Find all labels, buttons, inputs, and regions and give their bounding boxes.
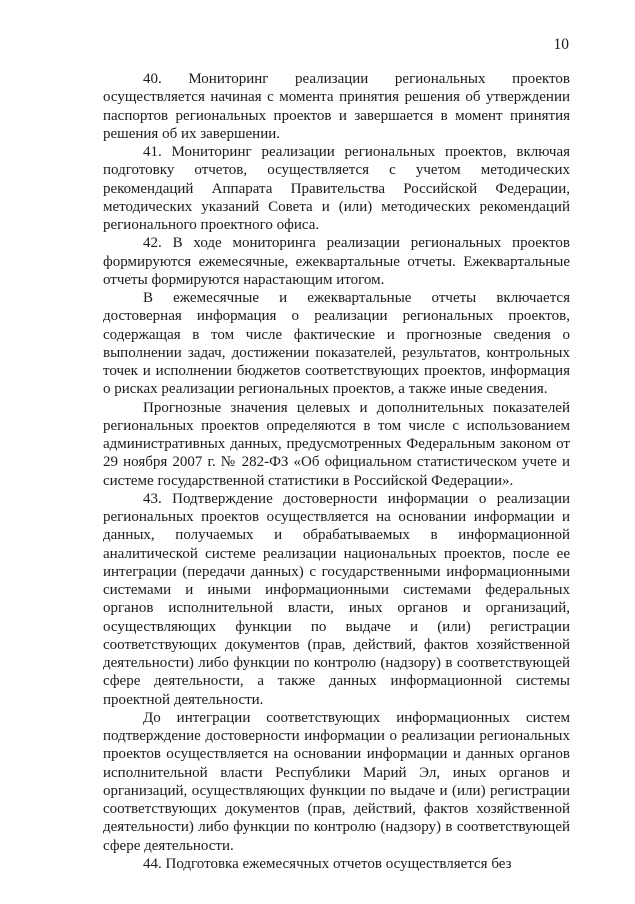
paragraph-before-integration: До интеграции соответствующих информационных систем подтверждение достоверности информации о реализации региональных проектов осуществляется на основании информации и данных органов исполнительной власти Республики Марий Эл, иных органов и организаций, осуществляющих функции по выдаче и (или) регистрации соответствующих документов (прав, действий, фактов хозяйственной деятельности) либо функции по контролю (надзору) в соответствующей сфере деятельности.: [103, 709, 570, 854]
page-number: 10: [553, 36, 569, 53]
paragraph-41: 41. Мониторинг реализации региональных проектов, включая подготовку отчетов, осуществляется с учетом методических рекомендаций Аппарата Правительства Российской Федерации, методических указаний Совета и (или) методических рекомендаций регионального проектного офиса.: [103, 144, 570, 233]
document-body: [103, 70, 570, 873]
paragraph-43: 43. Подтверждение достоверности информации о реализации региональных проектов осуществляется на основании информации и данных, получаемых и обрабатываемых в информационной аналитической системе реализации национальных проектов, после ее интеграции (передачи данных) с государственными информационными системами и иными информационными системами федеральных органов исполнительной власти, иных органов и организаций, осуществляющих функции по выдаче и (или) регистрации соответствующих документов (прав, действий, фактов хозяйственной деятельности) либо функции по контролю (надзору) в соответствующей сфере деятельности, а также данных информационной системы проектной деятельности.: [103, 490, 570, 708]
paragraph-forecast-values: Прогнозные значения целевых и дополнительных показателей региональных проектов определяются в том числе с использованием административных данных, предусмотренных Федеральным законом от 29 ноября 2007 г. № 282-ФЗ «Об официальном статистическом учете и системе государственной статистики в Российской Федерации».: [103, 399, 570, 489]
paragraph-44: 44. Подготовка ежемесячных отчетов осуществляется без: [143, 855, 512, 872]
paragraph-monthly-quarterly-reports: В ежемесячные и ежеквартальные отчеты включается достоверная информация о реализации региональных проектов, содержащая в том числе фактические и прогнозные сведения о выполнении задач, достижении показателей, результатов, контрольных точек и исполнении бюджетов соответствующих проектов, информация о рисках реализации региональных проектов, а также иные сведения.: [103, 290, 570, 398]
paragraph-40: 40. Мониторинг реализации региональных проектов осуществляется начиная с момента принятия решения об утверждении паспортов региональных проектов и завершается в момент принятия решения об их завершении.: [103, 71, 570, 142]
paragraph-42: 42. В ходе мониторинга реализации региональных проектов формируются ежемесячные, ежеквартальные отчеты. Ежеквартальные отчеты формируются нарастающим итогом.: [103, 235, 570, 288]
